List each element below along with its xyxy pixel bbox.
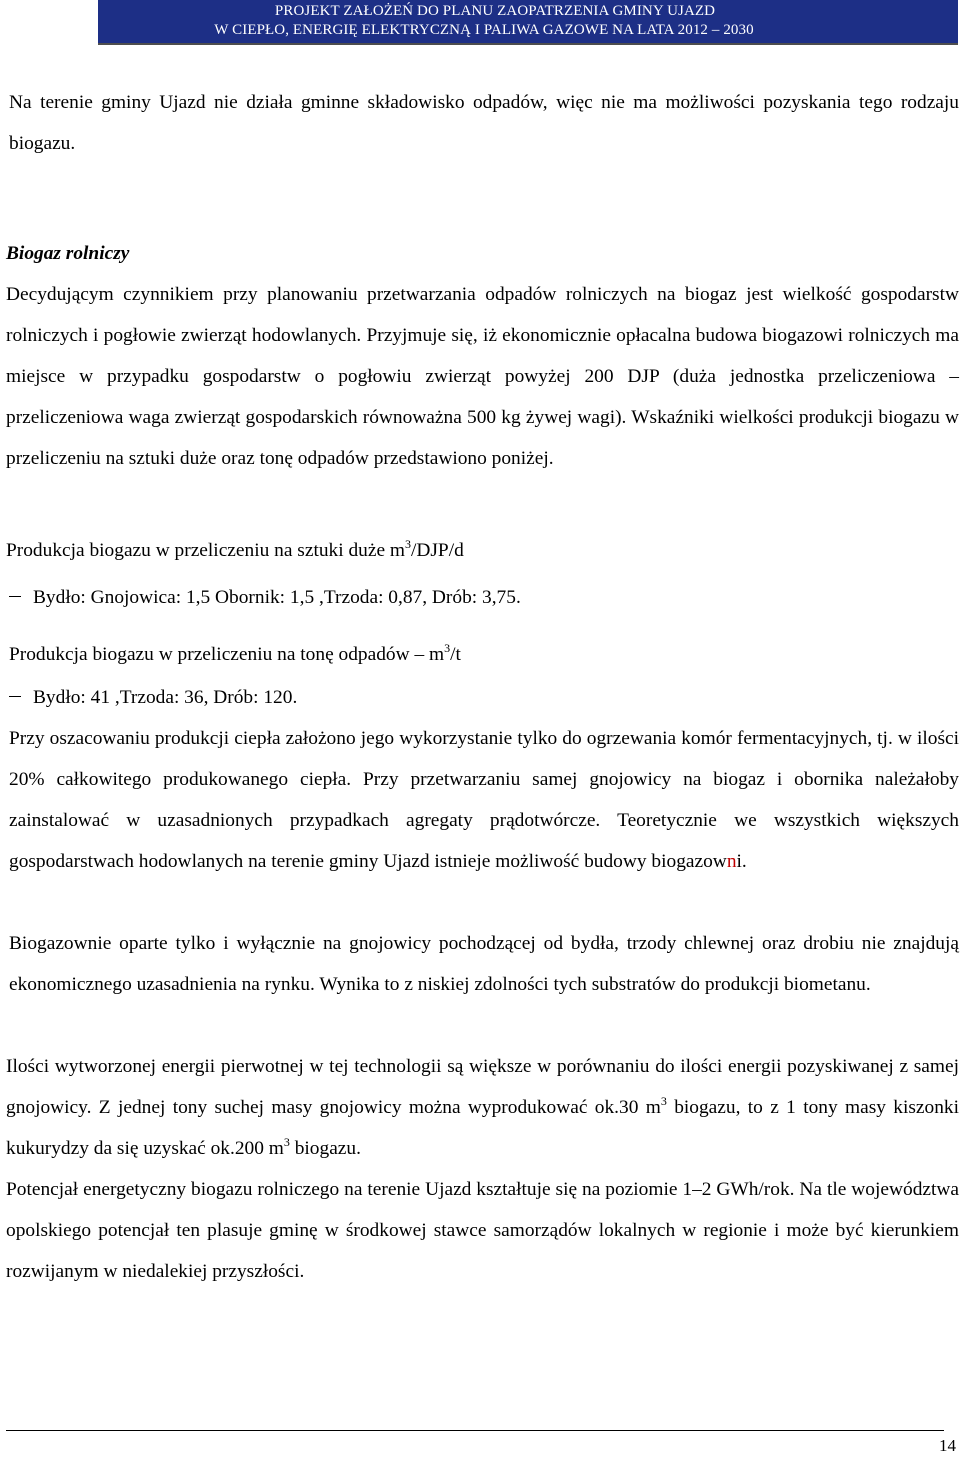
production-per-ton-unit: /t [450,644,461,665]
production-per-djp-text: Produkcja biogazu w przeliczeniu na sztuki duże m [6,540,405,561]
paragraph-energy-potential: Potencjał energetyczny biogazu rolniczego na terenie Ujazd kształtuje się na poziomie 1–2 GWh/rok. Na tle województwa opolskiego potencjał ten plasuje gminę w środkowej stawce samorządów lokalnych w regionie i może być kierunkiem rozwijanym w niedalekiej przyszłości. [6,1179,959,1282]
production-per-djp-line [6,530,959,571]
paragraph-decisive-factor: Decydującym czynnikiem przy planowaniu przetwarzania odpadów rolniczych na biogaz jest wielkość gospodarstw rolniczych i pogłowie zwierząt hodowlanych. Przyjmuje się, iż ekonomicznie opłacalna budowa biogazowi rolniczych ma miejsce w przypadku gospodarstw o pogłowiu zwierząt powyżej 200 DJP (duża jednostka przeliczeniowa – przeliczeniowa waga zwierząt gospodarskich równoważna 500 kg żywej wagi). Wskaźniki wielkości produkcji biogazu w przeliczeniu na sztuki duże oraz tonę odpadów przedstawiono poniżej. [6,284,959,469]
unit-exponent: 3 [660,1094,667,1108]
page-number: 14 [939,1436,956,1455]
unit-exponent: 3 [405,537,411,551]
highlighted-letter: n [726,851,737,872]
production-per-ton-text: Produkcja biogazu w przeliczeniu na tonę odpadów – m [9,644,445,665]
header-title-line1: PROJEKT ZAŁOŻEŃ DO PLANU ZAOPATRZENIA GMINY UJAZD [274,3,716,19]
paragraph-heat-estimation [9,718,959,882]
production-per-djp-unit: /DJP/d [411,540,464,561]
paragraph-biogas-plants: Biogazownie oparte tylko i wyłącznie na gnojowicy pochodzącej od bydła, trzody chlewnej oraz drobiu nie znajdują ekonomicznego uzasadnienia na rynku. Wynika to z niskiej zdolności tych substratów do produkcji biometanu. [9,933,959,995]
section-heading-agricultural-biogas: Biogaz rolniczy [6,243,130,264]
paragraph-landfill: Na terenie gminy Ujazd nie działa gminne składowisko odpadów, więc nie ma możliwości pozyskania tego rodzaju biogazu. [9,92,959,154]
paragraph-primary-energy-a: Ilości wytworzonej energii pierwotnej w tej technologii są większe w porównaniu do ilości energii pozyskiwanej z samej gnojowicy. Z jednej tony suchej masy gnojowicy można wyprodukować ok.30 m [6,1056,959,1118]
paragraph-primary-energy-b: biogazu, to z 1 tony masy kiszonki kukurydzy da się uzyskać ok.200 m [6,1097,959,1159]
footer-divider [6,1430,944,1431]
unit-exponent: 3 [283,1135,290,1149]
bullet-item-cattle-manure [9,577,521,618]
page-header [0,0,960,43]
paragraph-primary-energy-c: biogazu. [289,1138,361,1159]
header-title-line2: W CIEPŁO, ENERGIĘ ELEKTRYCZNĄ I PALIWA GAZOWE NA LATA 2012 – 2030 [214,22,754,38]
paragraph-primary-energy [6,1046,959,1169]
bullet-item-text: Bydło: Gnojowica: 1,5 Obornik: 1,5 ,Trzoda: 0,87, Drób: 3,75. [33,587,521,608]
bullet-item-waste-ton [9,677,297,718]
dash-bullet-icon [9,596,21,597]
unit-exponent: 3 [444,641,451,655]
paragraph-heat-end: i. [736,851,747,872]
paragraph-heat-text: Przy oszacowaniu produkcji ciepła założono jego wykorzystanie tylko do ogrzewania komór fermentacyjnych, tj. w ilości 20% całkowitego produkowanego ciepła. Przy przetwarzaniu samej gnojowicy na biogaz i obornika należałoby zainstalować w uzasadnionych przypadkach agregaty prądotwórcze. Teoretycznie we wszystkich większych gospodarstwach hodowlanych na terenie gminy Ujazd istnieje możliwość budowy biogazow [9,728,959,872]
bullet-item-text: Bydło: 41 ,Trzoda: 36, Drób: 120. [33,687,298,708]
dash-bullet-icon [9,696,21,697]
production-per-ton-line [9,634,959,675]
